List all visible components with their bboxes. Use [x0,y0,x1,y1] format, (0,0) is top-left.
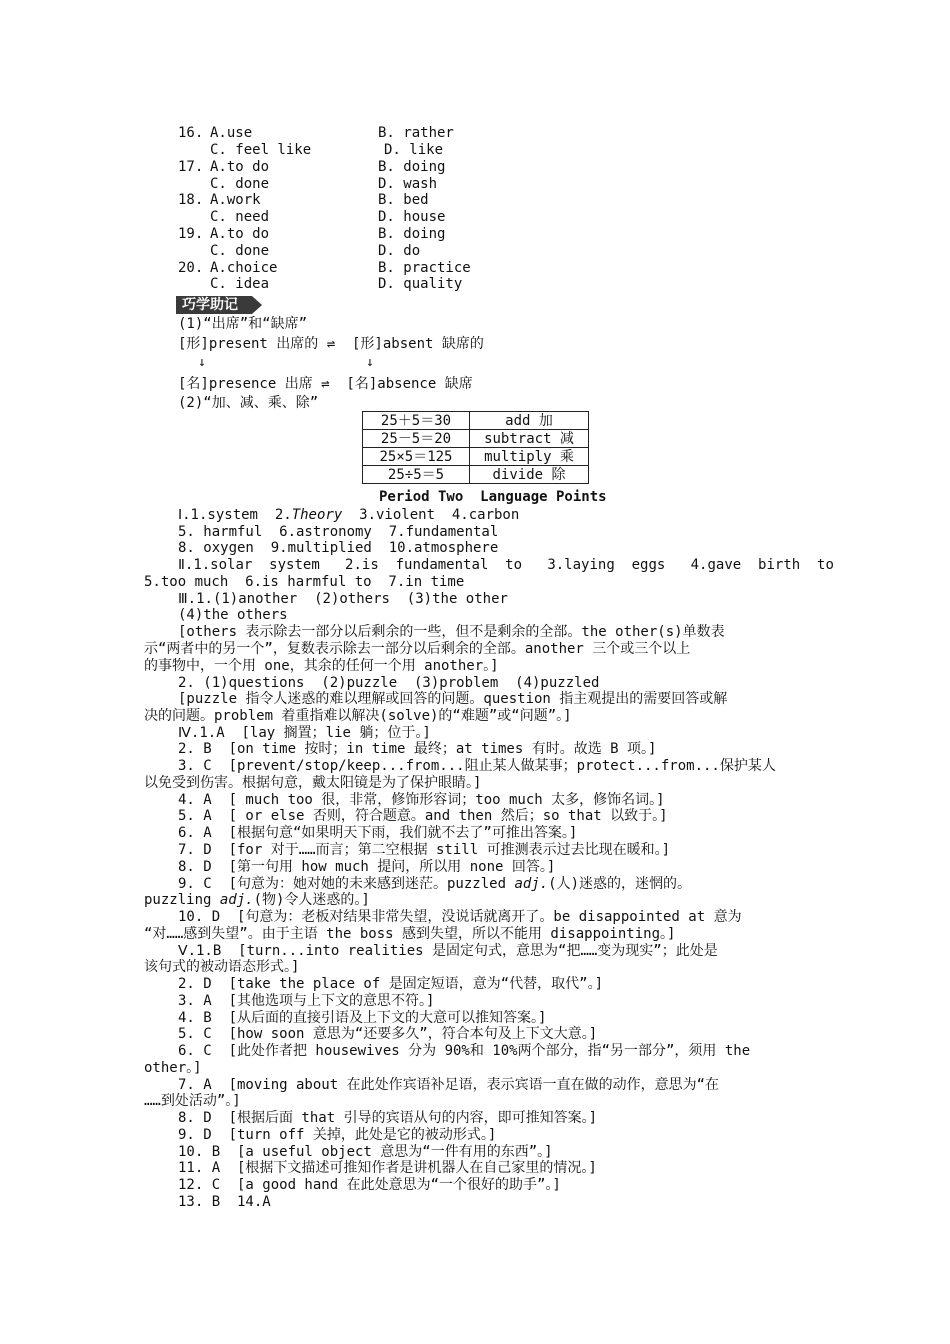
answer-line: 5. harmful 6.astronomy 7.fundamental [178,524,499,540]
table-cell: multiply 乘 [470,448,589,466]
option-c: C. feel like [210,142,312,158]
answer-line: 8. D [根据后面 that 引导的宾语从句的内容，即可推知答案。] [178,1110,598,1126]
answer-line: 2. B [on time 按时；in time 最终；at times 有时。故选 B 项。] [178,741,657,757]
answer-line: 7. A [moving about 在此处作宾语补足语，表示宾语一直在做的动作，意思为“在 [178,1077,720,1093]
answer-line: 2. D [take the place of 是固定短语，意为“代替，取代”。] [178,976,604,992]
option-a: A.work [210,192,261,208]
answer-line: (4)the others [178,607,288,623]
option-num: 17. [178,159,204,175]
answer-line: 10. B [a useful object 意思为“一件有用的东西”。] [178,1144,553,1160]
table-cell: subtract 减 [470,430,589,448]
memory-item1-row1: [形]present 出席的 ⇌ [形]absent 缺席的 [178,336,484,352]
table-cell: divide 除 [470,466,589,484]
option-d: D. like [384,142,444,158]
answer-line: other。] [144,1060,202,1076]
answer-line: 8. oxygen 9.multiplied 10.atmosphere [178,540,499,556]
option-c: C. done [210,243,270,259]
memory-tips-badge: 巧学助记 [176,296,252,314]
option-num: 20. [178,260,204,276]
table-row [363,430,589,448]
answer-line: Ⅱ.1.solar system 2.is fundamental to 3.laying eggs 4.gave birth to [178,557,834,573]
option-num: 16. [178,125,204,141]
table-row [363,412,589,430]
option-b: B. doing [378,159,446,175]
answer-line: puzzling adj.(物)令人迷惑的。] [144,892,370,908]
answer-line: 8. D [第一句用 how much 提问，所以用 none 回答。] [178,859,556,875]
answer-line: 的事物中，一个用 one，其余的任何一个用 another。] [144,658,499,674]
answer-line: Ⅴ.1.B [turn...into realities 是固定句式，意思为“把……变为现实”；此处是 [178,943,718,959]
answer-line: 11. A [根据下文描述可推知作者是讲机器人在自己家里的情况。] [178,1160,597,1176]
answer-line: ……到处活动”。] [144,1093,241,1109]
memory-item1-row2: [名]presence 出席 ⇌ [名]absence 缺席 [178,376,473,392]
table-cell: add 加 [470,412,589,430]
option-num: 18. [178,192,204,208]
answer-line: 5. A [ or else 否则，符合题意。and then 然后；so that 以致于。] [178,808,668,824]
answer-line: 3. C [prevent/stop/keep...from...阻止某人做某事；protect...from...保护某人 [178,758,776,774]
table-cell: 25÷5＝5 [363,466,470,484]
memory-item1-title: (1)“出席”和“缺席” [178,316,308,332]
answer-line: 10. D [句意为：老板对结果非常失望，没说话就离开了。be disappointed at 意为 [178,909,742,925]
answer-line: 12. C [a good hand 在此处意思为“一个很好的助手”。] [178,1177,561,1193]
section-heading: Period Two Language Points [379,489,607,505]
option-d: D. house [378,209,446,225]
answer-line: 3. A [其他选项与上下文的意思不符。] [178,993,435,1009]
option-b: B. rather [378,125,454,141]
answer-line: 7. D [for 对于……而言；第二空根据 still 可推测表示过去比现在暖和。] [178,842,671,858]
table-row [363,466,589,484]
table-cell: 25＋5＝30 [363,412,470,430]
option-a: A.to do [210,226,270,242]
answer-line: 决的问题。problem 着重指难以解决(solve)的“难题”或“问题”。] [144,708,572,724]
answer-line: 6. C [此处作者把 housewives 分为 90%和 10%两个部分，指“另一部分”，须用 the [178,1043,751,1059]
answer-line: 示“两者中的另一个”，复数表示除去一部分以后剩余的全部。another 三个或三个以上 [144,641,691,657]
option-a: A.use [210,125,253,141]
option-d: D. wash [378,176,438,192]
table-row [363,448,589,466]
answer-line: Ⅳ.1.A [lay 搁置；lie 躺；位于。] [178,725,431,741]
arithmetic-table [362,411,589,484]
answer-line: 9. D [turn off 关掉，此处是它的被动形式。] [178,1127,497,1143]
option-c: C. done [210,176,270,192]
answer-line: Ⅰ.1.system 2.Theory 3.violent 4.carbon [178,507,520,523]
answer-line: “对……感到失望”。由于主语 the boss 感到失望，所以不能用 disappointing。] [144,926,676,942]
option-b: B. practice [378,260,471,276]
answer-line: 5. C [how soon 意思为“还要多久”，符合本句及上下文大意。] [178,1026,598,1042]
table-cell: 25－5＝20 [363,430,470,448]
answer-line: 5.too much 6.is harmful to 7.in time [144,574,465,590]
option-a: A.to do [210,159,270,175]
answer-line: 4. A [ much too 很，非常，修饰形容词；too much 太多，修饰名词。] [178,792,665,808]
answer-line: 9. C [句意为：她对她的未来感到迷茫。puzzled adj.(人)迷惑的，迷惘的。 [178,876,692,892]
answer-line: 13. B 14.A [178,1194,271,1210]
option-c: C. idea [210,276,270,292]
option-a: A.choice [210,260,278,276]
memory-item2-title: (2)“加、减、乘、除” [178,395,319,411]
option-c: C. need [210,209,270,225]
answer-line: 以免受到伤害。根据句意，戴太阳镜是为了保护眼睛。] [144,775,482,791]
option-num: 19. [178,226,204,242]
option-b: B. doing [378,226,446,242]
option-b: B. bed [378,192,429,208]
option-d: D. do [378,243,421,259]
table-cell: 25×5＝125 [363,448,470,466]
answer-line: [others 表示除去一部分以后剩余的一些，但不是剩余的全部。the other(s)单数表 [178,624,725,640]
answer-line: 6. A [根据句意“如果明天下雨，我们就不去了”可推出答案。] [178,825,578,841]
down-arrow-icon: ↓ [198,355,206,370]
answer-line: 该句式的被动语态形式。] [144,959,300,975]
option-d: D. quality [378,276,463,292]
down-arrow-icon: ↓ [366,355,374,370]
answer-line: Ⅲ.1.(1)another (2)others (3)the other [178,591,508,607]
answer-line: 4. B [从后面的直接引语及上下文的大意可以推知答案。] [178,1010,547,1026]
answer-line: [puzzle 指令人迷惑的难以理解或回答的问题。question 指主观提出的需要回答或解 [178,691,728,707]
answer-line: 2. (1)questions (2)puzzle (3)problem (4)puzzled [178,675,600,691]
